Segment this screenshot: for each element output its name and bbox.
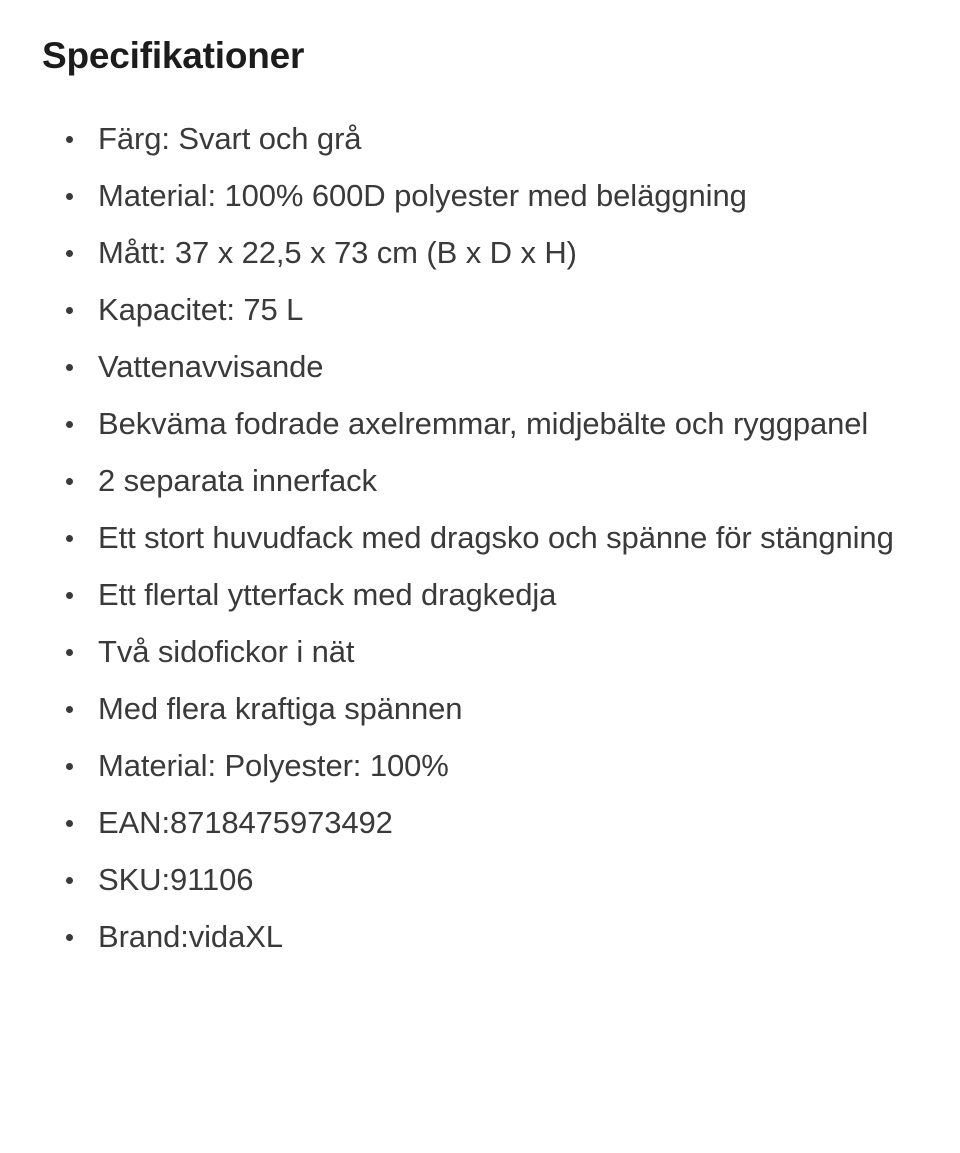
list-item: Brand:vidaXL (40, 908, 920, 965)
list-item: Med flera kraftiga spännen (40, 680, 920, 737)
specifications-list (40, 110, 920, 965)
list-item: Material: Polyester: 100% (40, 737, 920, 794)
list-item: Färg: Svart och grå (40, 110, 920, 167)
list-item: Ett stort huvudfack med dragsko och spänne för stängning (40, 509, 920, 566)
list-item: Mått: 37 x 22,5 x 73 cm (B x D x H) (40, 224, 920, 281)
list-item: EAN:8718475973492 (40, 794, 920, 851)
list-item: 2 separata innerfack (40, 452, 920, 509)
list-item: SKU:91106 (40, 851, 920, 908)
list-item: Vattenavvisande (40, 338, 920, 395)
list-item: Material: 100% 600D polyester med beläggning (40, 167, 920, 224)
page-title: Specifikationer (42, 35, 305, 76)
list-item: Två sidofickor i nät (40, 623, 920, 680)
list-item: Bekväma fodrade axelremmar, midjebälte och ryggpanel (40, 395, 920, 452)
list-item: Ett flertal ytterfack med dragkedja (40, 566, 920, 623)
list-item: Kapacitet: 75 L (40, 281, 920, 338)
